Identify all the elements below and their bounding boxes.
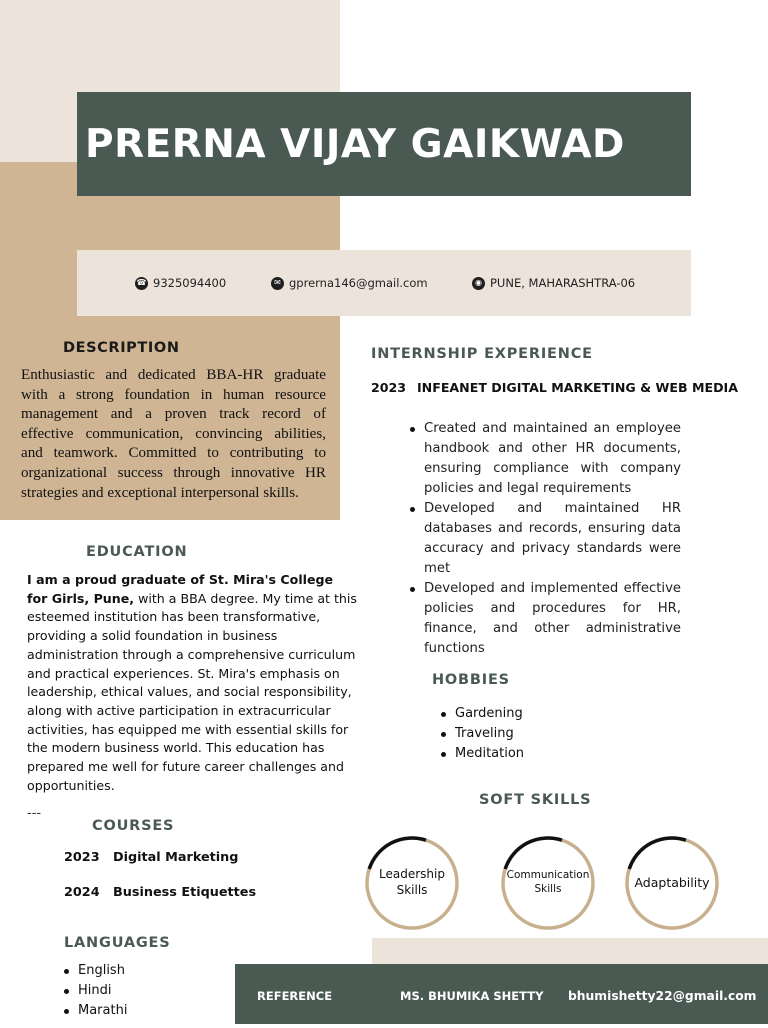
course-item <box>64 885 256 900</box>
reference-bar <box>235 964 768 1024</box>
internship-year: 2023 <box>371 380 407 395</box>
internship-heading: INTERNSHIP EXPERIENCE <box>371 346 593 362</box>
course-name: Business Etiquettes <box>113 885 257 900</box>
email-icon: ✉ <box>271 277 284 290</box>
languages-heading: LANGUAGES <box>64 935 171 951</box>
name-banner <box>77 92 691 196</box>
language-item: Hindi <box>62 981 127 1001</box>
course-year: 2024 <box>64 885 100 900</box>
courses-heading: COURSES <box>92 818 175 834</box>
reference-email[interactable]: bhumishetty22@gmail.com <box>568 989 757 1003</box>
internship-bullet: Developed and maintained HR databases and records, ensuring data accuracy and privacy standards were met <box>408 499 681 579</box>
description-heading: DESCRIPTION <box>63 340 180 356</box>
contact-email[interactable] <box>271 250 428 316</box>
skill-label <box>625 836 719 930</box>
location-icon: ◉ <box>472 277 485 290</box>
reference-label: REFERENCE <box>257 989 333 1003</box>
hobbies-heading: HOBBIES <box>432 672 510 688</box>
hobby-item: Meditation <box>439 744 524 764</box>
course-year: 2023 <box>64 850 100 865</box>
skill-circle-leadership <box>365 836 459 930</box>
course-name: Digital Marketing <box>113 850 239 865</box>
soft-skills-heading: SOFT SKILLS <box>479 792 592 808</box>
phone-number: 9325094400 <box>153 276 227 290</box>
internship-bullets <box>408 419 681 659</box>
languages-list <box>62 961 127 1021</box>
language-item: English <box>62 961 127 981</box>
course-item <box>64 850 238 865</box>
internship-bullet: Developed and implemented effective policies and procedures for HR, finance, and other administrative functions <box>408 579 681 659</box>
education-body: with a BBA degree. My time at this esteemed institution has been transformative, providing a solid foundation in business administration through a comprehensive curriculum and practical experiences. St. Mira's emphasis on leadership, ethical values, and social responsibility, along with active participation in extracurricular activities, has equipped me with essential skills for the modern business world. This education has prepared me well for future career challenges and opportunities. <box>27 590 357 793</box>
skill-line: Communication <box>506 869 590 882</box>
skill-circle-communication <box>501 836 595 930</box>
reference-name: MS. BHUMIKA SHETTY <box>400 989 544 1003</box>
description-text: Enthusiastic and dedicated BBA-HR graduate with a strong foundation in human resource management and a proven track record of effective communication, convincing abilities, and teamwork. Committed to contributing to organizational success through innovative HR strategies and exceptional interpersonal skills. <box>21 367 326 501</box>
internship-title-row <box>371 380 738 395</box>
hobby-item: Traveling <box>439 724 524 744</box>
email-address[interactable]: gprerna146@gmail.com <box>289 276 428 290</box>
internship-bullet: Created and maintained an employee handbook and other HR documents, ensuring compliance with company policies and legal requirements <box>408 419 681 499</box>
skill-line: Adaptability <box>634 874 710 890</box>
language-item: Marathi <box>62 1001 127 1021</box>
candidate-name: PRERNA VIJAY GAIKWAD <box>85 121 625 167</box>
education-text <box>27 571 357 795</box>
hobby-item: Gardening <box>439 704 524 724</box>
skill-line: Skills <box>396 883 428 897</box>
education-intro: I am a proud graduate of St. Mira's College for Girls, Pune, <box>27 572 334 606</box>
contact-bar <box>77 250 691 316</box>
separator: --- <box>27 806 42 821</box>
hobbies-list <box>439 704 524 764</box>
skill-label <box>365 836 459 930</box>
location-text: PUNE, MAHARASHTRA-06 <box>490 276 636 290</box>
skill-label <box>501 836 595 930</box>
phone-icon: ☎ <box>135 277 148 290</box>
skill-line: Leadership <box>379 867 445 882</box>
skill-line: Skills <box>534 883 562 895</box>
skill-circle-adaptability <box>625 836 719 930</box>
contact-location <box>472 250 635 316</box>
internship-company: INFEANET DIGITAL MARKETING & WEB MEDIA <box>417 380 738 395</box>
contact-phone <box>135 250 226 316</box>
education-heading: EDUCATION <box>86 544 188 560</box>
